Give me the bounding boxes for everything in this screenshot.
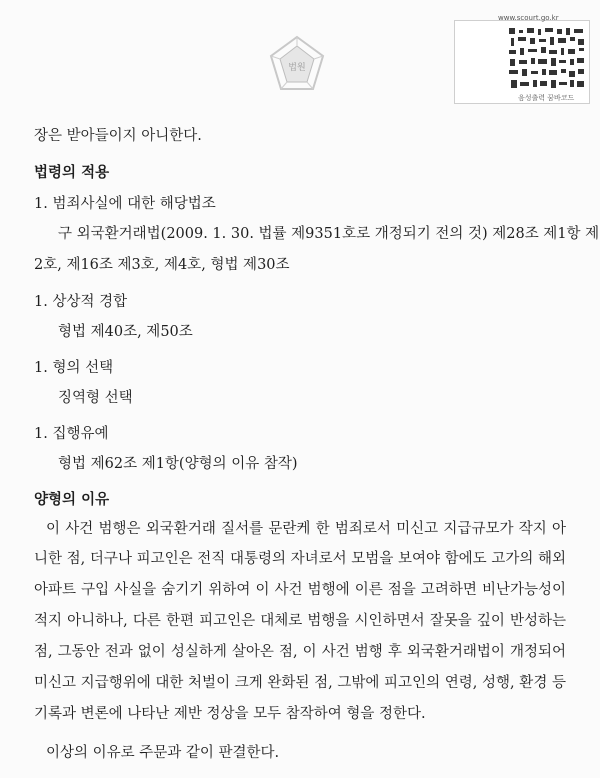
- item-body-sentence-choice: 징역형 선택: [58, 390, 133, 406]
- section-heading-sentencing: 양형의 이유: [34, 492, 110, 508]
- paragraph-line: 기록과 변론에 나타난 제반 정상을 모두 참작하여 형을 정한다.: [34, 706, 426, 722]
- seal-text: 법원: [288, 63, 306, 73]
- qr-url: www.scourt.go.kr: [498, 14, 559, 22]
- continuation-line: 장은 받아들이지 아니한다.: [34, 128, 202, 144]
- item-title-concurrence: 1. 상상적 경합: [34, 294, 128, 310]
- item-title-probation: 1. 집행유예: [34, 426, 109, 442]
- item-body-charges-1: 구 외국환거래법(2009. 1. 30. 법률 제9351호로 개정되기 전의 것) 제28조 제1항 제: [58, 226, 600, 242]
- paragraph-line: 점, 그동안 전과 없이 성실하게 살아온 점, 이 사건 범행 후 외국환거래법이 개정되어: [34, 644, 566, 660]
- paragraph-line: 미신고 지급행위에 대한 처벌이 크게 완화된 점, 그밖에 피고인의 연령, 성행, 환경 등: [34, 675, 566, 691]
- paragraph-line: 아파트 구입 사실을 숨기기 위하여 이 사건 범행에 이른 점을 고려하면 비난가능성이: [34, 582, 566, 598]
- item-body-charges-2: 2호, 제16조 제3호, 제4호, 형법 제30조: [34, 257, 290, 273]
- item-body-probation: 형법 제62조 제1항(양형의 이유 참작): [58, 456, 298, 472]
- qr-caption: 음성출력 꿈바코드: [518, 94, 575, 102]
- item-body-concurrence: 형법 제40조, 제50조: [58, 324, 193, 340]
- paragraph-line: 니한 점, 더구나 피고인은 전직 대통령의 자녀로서 모범을 보여야 함에도 고가의 해외: [34, 551, 566, 567]
- closing-statement: 이상의 이유로 주문과 같이 판결한다.: [46, 745, 280, 761]
- section-heading-law: 법령의 적용: [34, 165, 110, 181]
- court-seal: [266, 34, 328, 96]
- item-title-charges: 1. 범죄사실에 대한 해당법조: [34, 196, 216, 212]
- item-title-sentence-choice: 1. 형의 선택: [34, 360, 114, 376]
- paragraph-line: 이 사건 범행은 외국환거래 질서를 문란케 한 범죄로서 미신고 지급규모가 작지 아: [46, 521, 566, 537]
- qr-code-icon: [507, 26, 586, 92]
- paragraph-line: 적지 아니하나, 다른 한편 피고인은 대체로 범행을 시인하면서 잘못을 깊이 반성하는: [34, 613, 566, 629]
